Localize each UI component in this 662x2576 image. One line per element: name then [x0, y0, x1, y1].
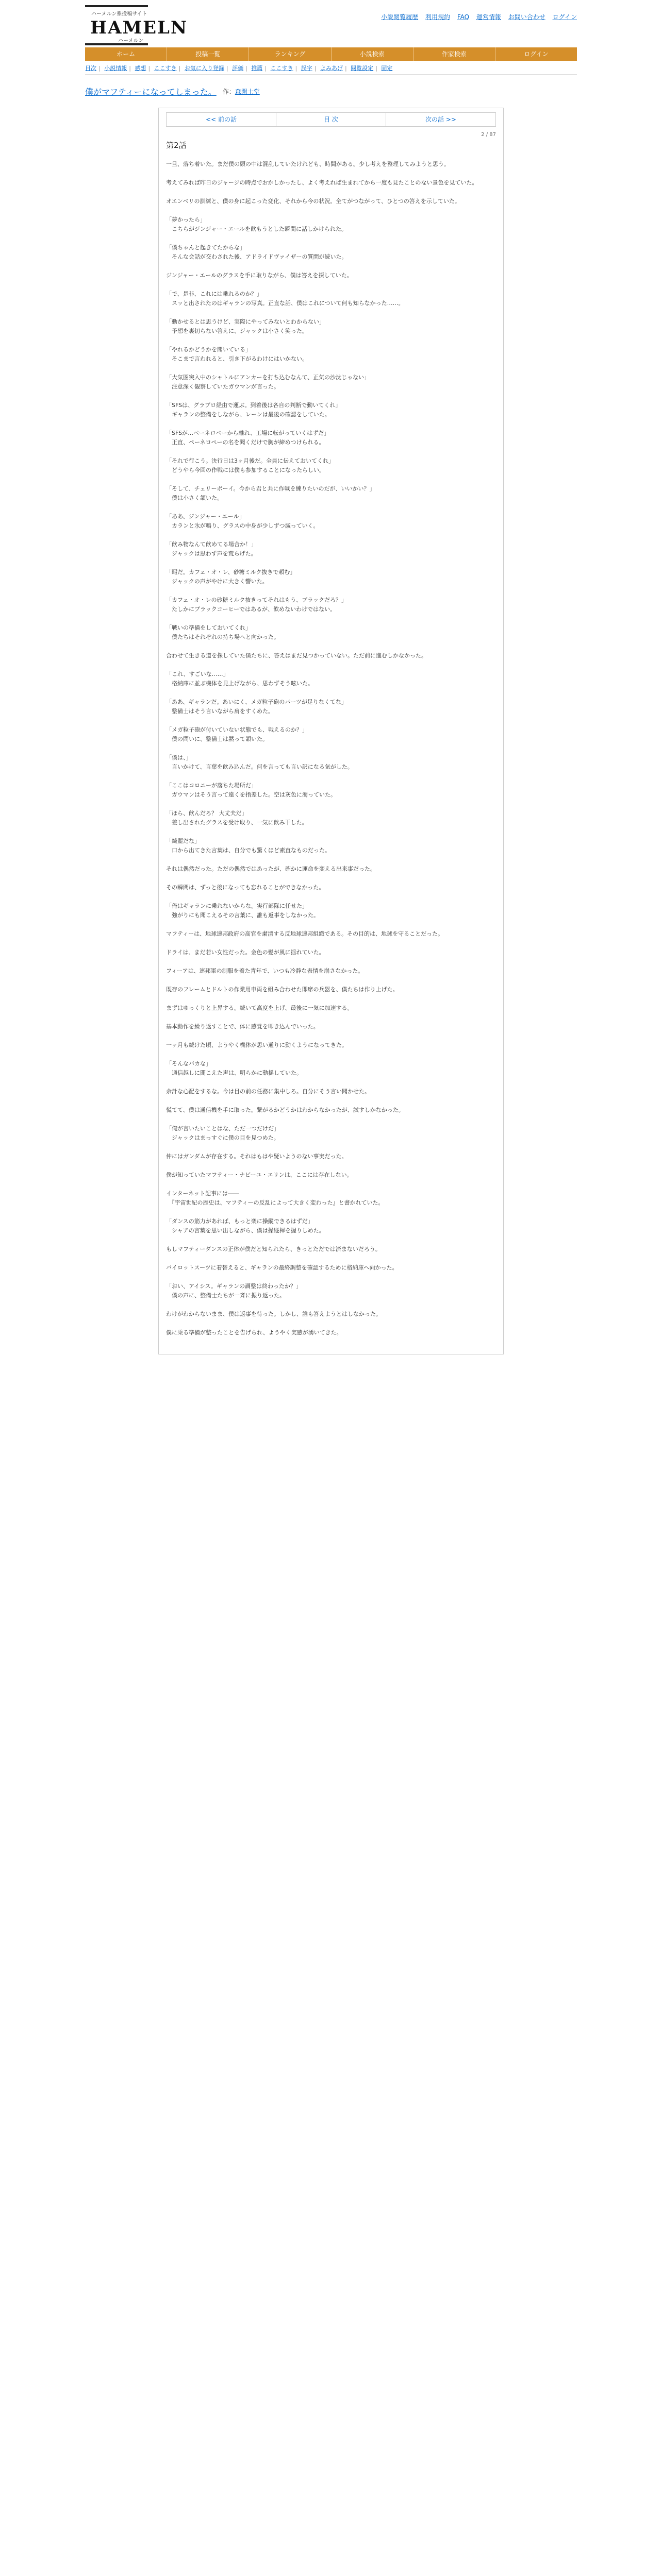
body-paragraph: 一旦、落ち着いた。まだ僕の頭の中は混乱していたけれども、時間がある。少し考えを整理してみようと思う。 — [166, 161, 450, 167]
body-paragraph: それは偶然だった。ただの偶然ではあったが、確かに運命を変える出来事だった。 — [166, 866, 376, 872]
body-paragraph: オエンベリの訓練と、僕の身に起こった変化、それから今の状況。全てがつながって、ひとつの答えを示していた。 — [166, 198, 460, 205]
prev-chapter-button[interactable]: << 前の話 — [167, 113, 276, 126]
site-header — [0, 0, 662, 47]
subnav-reviews[interactable]: 感想 — [135, 65, 146, 72]
body-paragraph: もしマフティーダンスの正体が僕だと知られたら、きっとただでは済まないだろう。 — [166, 1246, 381, 1252]
body-paragraph: 「大気圏突入中のシャトルにアンカーを打ち込むなんて、正気の沙汰じゃない」 注意深く観察していたガウマンが言った。 — [166, 374, 370, 390]
body-paragraph: 「SFSは、グラブロ経由で運ぶ。到着後は各自の判断で動いてくれ」 ギャランの整備をしながら、レーンは最後の確認をしていた。 — [166, 402, 341, 418]
body-paragraph: 「そんなバカな」 通信越しに聞こえた声は、明らかに動揺していた。 — [166, 1060, 302, 1076]
body-paragraph: 「俺はギャランに乗れないからな。実行部隊に任せた」 強がりにも聞こえるその言葉に、誰も返事をしなかった。 — [166, 903, 319, 919]
page-count: 2 / 87 — [481, 132, 496, 138]
body-paragraph: 「綺麗だな」 口から出てきた言葉は、自分でも驚くほど素直なものだった。 — [166, 838, 330, 854]
body-paragraph: 「俺が言いたいことはな、ただ一つだけだ」 ジャックはまっすぐに僕の目を見つめた。 — [166, 1125, 279, 1141]
author-prefix: 作： — [222, 88, 235, 95]
body-paragraph: 「で、是非、これには乗れるのか？」 スッと出されたのはギャランの写真。正直な話、僕はこれについて何も知らなかった……。 — [166, 291, 404, 307]
next-chapter-button[interactable]: 次の話 >> — [425, 116, 456, 123]
chapter-title: 第2話 — [166, 141, 187, 150]
body-paragraph: 「そして、チェリーボーイ。今から君と共に作戦を練りたいのだが、いいかい？」 僕は小さく頷いた。 — [166, 485, 375, 501]
logo-tagline: ハーメルン系投稿サイト — [91, 11, 147, 17]
body-paragraph: 余計な心配をするな。今は目の前の任務に集中しろ。自分にそう言い聞かせた。 — [166, 1088, 370, 1095]
nav-login[interactable]: ログイン — [524, 50, 549, 58]
body-paragraph: 慌てて、僕は通信機を手に取った。繋がるかどうかはわからなかったが、試すしかなかった。 — [166, 1107, 404, 1113]
top-links — [376, 12, 577, 21]
body-paragraph: マフティーは、地球連邦政府の高官を粛清する反地球連邦組織である。その目的は、地球を守ることだった。 — [166, 930, 444, 937]
body-paragraph: 「それで行こう。決行日は3ヶ月後だ。全員に伝えておいてくれ」 どうやら今回の作戦には僕も参加することになったらしい。 — [166, 457, 334, 473]
novel-title-row — [85, 84, 577, 98]
nav-novel-search[interactable]: 小説検索 — [332, 47, 413, 61]
nav-posts[interactable]: 投稿一覧 — [167, 47, 249, 61]
body-paragraph: 「飲み物なんて飲めてる場合か！」 ジャックは思わず声を荒らげた。 — [166, 541, 257, 557]
subnav-pin[interactable]: 固定 — [381, 65, 393, 72]
subnav-typo[interactable]: 誤字 — [301, 65, 312, 72]
top-link-contact[interactable]: お問い合わせ — [508, 13, 545, 21]
body-paragraph: 「僕ちゃんと起きてたからな」 そんな会話が交わされた後、アドライドヴァイザーの質問が続いた。 — [166, 244, 347, 260]
body-paragraph: 合わせて生きる道を探していた僕たちに、答えはまだ見つかっていない。ただ前に進むしかなかった。 — [166, 652, 427, 659]
subnav-toc[interactable]: 目次 — [85, 65, 96, 72]
body-paragraph: 「夢かったら」 こちらがジンジャー・エールを飲もうとした瞬間に話しかけられた。 — [166, 216, 347, 232]
logo-subtitle: ハーメルン — [118, 38, 144, 44]
body-paragraph: 「暇だ。カフェ・オ・レ、砂糖ミルク抜きで頼む」 ジャックの声がやけに大きく響いた。 — [166, 569, 296, 585]
body-paragraph: その瞬間は、ずっと後になっても忘れることができなかった。 — [166, 884, 325, 891]
body-paragraph: 「ああ、ジンジャー・エール」 カランと氷が鳴り、グラスの中身が少しずつ減っていく。 — [166, 513, 319, 529]
chapter-pager — [166, 112, 496, 127]
body-paragraph: フィーアは、連邦軍の制服を着た青年で、いつも冷静な表情を崩さなかった。 — [166, 968, 364, 974]
body-paragraph: 考えてみれば昨日のジャージの時点でおかしかったし、よく考えれば生まれてから一度も見たことのない景色を見ていた。 — [166, 179, 478, 186]
body-paragraph: 「カフェ・オ・レの砂糖ミルク抜きってそれはもう、ブラックだろ？」 たしかにブラックコーヒーではあるが、飲めないわけではない。 — [166, 597, 347, 613]
top-link-faq[interactable]: FAQ — [457, 13, 470, 21]
body-paragraph: インターネット記事には―― 『宇宙世紀の歴史は、マフティーの反乱によって大きく変わった』と書かれていた。 — [166, 1190, 384, 1206]
main-nav — [85, 47, 577, 61]
chapter-content — [158, 108, 504, 1354]
body-paragraph: 「メガ粒子砲が付いていない状態でも、戦えるのか？」 僕の問いに、整備士は黙って頷いた。 — [166, 726, 308, 742]
body-paragraph: 基本動作を繰り返すことで、体に感覚を叩き込んでいった。 — [166, 1023, 319, 1030]
body-paragraph: 「僕は、」 言いかけて、言葉を飲み込んだ。何を言っても言い訳になる気がした。 — [166, 754, 353, 770]
subnav-info[interactable]: 小説情報 — [104, 65, 127, 72]
body-paragraph: 「SFSが…ペーネロペーから離れ、工場に転がっていくはずだ」 正直、ペーネロペーの名を聞くだけで胸が締めつけられる。 — [166, 430, 330, 446]
body-paragraph: 「ほら、飲んだろ？ 大丈夫だ」 差し出されたグラスを受け取り、一気に飲み干した。 — [166, 810, 308, 826]
body-paragraph: わけがわからないまま、僕は返事を待った。しかし、誰も答えようとはしなかった。 — [166, 1311, 382, 1317]
subnav-favorite[interactable]: お気に入り登録 — [184, 65, 224, 72]
top-link-login[interactable]: ログイン — [552, 13, 577, 21]
nav-ranking[interactable]: ランキング — [249, 47, 331, 61]
subnav-kokosuki[interactable]: ここすき — [154, 65, 177, 72]
body-paragraph: 「おい、アイシス。ギャランの調整は終わったか？」 僕の声に、整備士たちが一斉に振り返った。 — [166, 1283, 302, 1299]
subnav-recommend[interactable]: 推薦 — [251, 65, 263, 72]
body-paragraph: ジンジャー・エールのグラスを手に取りながら、僕は答えを探していた。 — [166, 272, 353, 279]
nav-home[interactable]: ホーム — [85, 47, 167, 61]
body-paragraph: 仲にはガンダムが存在する。それはもはや疑いようのない事実だった。 — [166, 1153, 347, 1160]
body-paragraph: 「ああ、ギャランだ。あいにく、メガ粒子砲のパーツが足りなくてな」 整備士はそう言いながら肩をすくめた。 — [166, 699, 347, 715]
novel-title[interactable]: 僕がマフティーになってしまった。 — [85, 87, 217, 97]
body-paragraph: 僕に乗る準備が整ったことを告げられ、ようやく実感が湧いてきた。 — [166, 1329, 342, 1336]
top-link-terms[interactable]: 利用規約 — [425, 13, 450, 21]
nav-author-search[interactable]: 作家検索 — [413, 47, 495, 61]
subnav-readaloud[interactable]: よみあげ — [320, 65, 343, 72]
toc-button[interactable]: 目 次 — [276, 113, 386, 126]
body-paragraph: 既存のフレームとドルトの作業用車両を組み合わせた即席の兵器を、僕たちは作り上げた。 — [166, 986, 399, 993]
novel-subnav: 目次 | 小説情報 | 感想 | ここすき | お気に入り登録 | 評価 | 推薦 | ここすき | 誤字 | よみあげ | 閲覧設定 | 固定 — [85, 63, 577, 75]
body-paragraph: まずはゆっくりと上昇する。続いて高度を上げ、最後に一気に加速する。 — [166, 1005, 353, 1011]
top-link-history[interactable]: 小説閲覧履歴 — [381, 13, 419, 21]
chapter-body — [166, 160, 496, 1337]
body-paragraph: 「ダンスの筋力があれば、もっと楽に操縦できるはずだ」 シャアの言葉を思い出しながら、僕は操縦桿を握りしめた。 — [166, 1218, 325, 1234]
body-paragraph: 「これ、すごいな……」 格納庫に並ぶ機体を見上げながら、思わずそう呟いた。 — [166, 671, 313, 687]
body-paragraph: 「動かせるとは思うけど、実際にやってみないとわからない」 予想を裏切らない答えに、ジャックは小さく笑った。 — [166, 318, 325, 334]
subnav-kokosuki-2[interactable]: ここすき — [270, 65, 293, 72]
body-paragraph: ドライは、まだ若い女性だった。金色の髪が風に揺れていた。 — [166, 949, 325, 956]
body-paragraph: バイロットスーツに着替えると、ギャランの最終調整を確認するために格納庫へ向かった。 — [166, 1264, 398, 1271]
subnav-rate[interactable]: 評価 — [232, 65, 244, 72]
body-paragraph: 一ヶ月も続けた頃、ようやく機体が思い通りに動くようになってきた。 — [166, 1042, 347, 1048]
body-paragraph: 「やれるかどうかを聞いている」 そこまで言われると、引き下がるわけにはいかない。 — [166, 346, 308, 362]
subnav-settings[interactable]: 閲覧設定 — [351, 65, 374, 72]
body-paragraph: 僕が知っていたマフティー・ナビーユ・エリンは、ここには存在しない。 — [166, 1172, 353, 1178]
author-link[interactable]: 森閑士堂 — [235, 88, 260, 95]
site-logo[interactable] — [85, 5, 188, 45]
top-link-operator[interactable]: 運営情報 — [476, 13, 501, 21]
logo-wordmark: HAMELN — [90, 18, 188, 38]
body-paragraph: 「戦いの準備をしておいてくれ」 僕たちはそれぞれの持ち場へと向かった。 — [166, 624, 279, 640]
body-paragraph: 「ここはコロニーが落ちた場所だ」 ガウマンはそう言って遠くを指差した。空は灰色に濁っていた。 — [166, 782, 336, 798]
